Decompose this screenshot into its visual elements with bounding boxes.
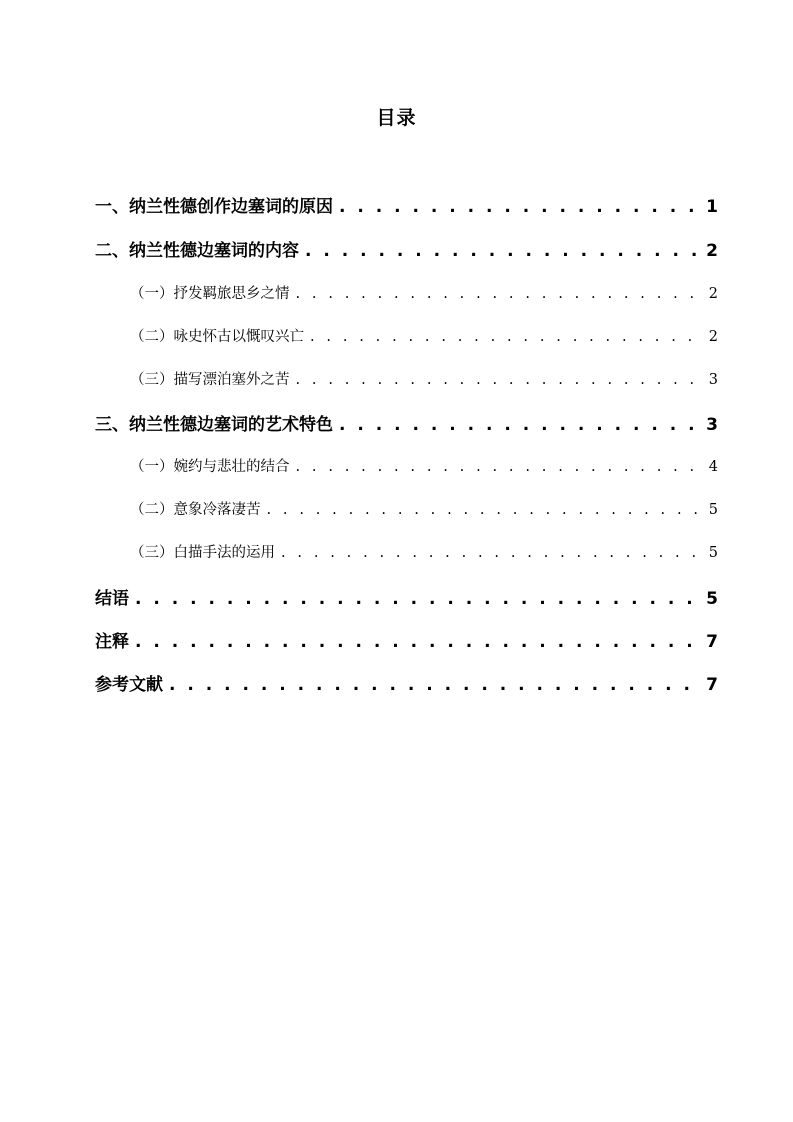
dot-leader (135, 632, 700, 652)
toc-entry-label: 一、纳兰性德创作边塞词的原因 (95, 197, 333, 217)
toc-entry-references[interactable] (95, 670, 718, 695)
toc-entry-chapter-2[interactable] (95, 236, 718, 261)
dot-leader (169, 675, 700, 695)
toc-entry-label: （二）咏史怀古以慨叹兴亡 (130, 329, 304, 345)
toc-entry-label: （一）抒发羁旅思乡之情 (130, 286, 290, 302)
toc-entry-page-number: 1 (706, 197, 718, 217)
toc-entry-page-number: 7 (706, 675, 718, 695)
toc-entry-page-number: 7 (706, 632, 718, 652)
toc-entry-section-3-2[interactable] (130, 498, 718, 519)
toc-entry-page-number: 2 (708, 329, 718, 345)
toc-entry-label: 参考文献 (95, 675, 163, 695)
toc-entry-label: 三、纳兰性德边塞词的艺术特色 (95, 415, 333, 435)
dot-leader (296, 459, 703, 475)
toc-entry-page-number: 5 (708, 545, 718, 561)
dot-leader (339, 197, 700, 217)
toc-title: 目录 (376, 107, 417, 129)
toc-entry-label: 结语 (95, 589, 129, 609)
dot-leader (296, 372, 703, 388)
toc-entry-label: （二）意象冷落凄苦 (130, 502, 261, 518)
toc-entry-label: 注释 (95, 632, 129, 652)
dot-leader (310, 329, 703, 345)
toc-entry-label: （三）描写漂泊塞外之苦 (130, 372, 290, 388)
toc-entry-page-number: 3 (706, 415, 718, 435)
dot-leader (339, 415, 700, 435)
dot-leader (296, 286, 703, 302)
toc-entry-page-number: 2 (706, 241, 718, 261)
toc-entry-label: （三）白描手法的运用 (130, 545, 275, 561)
toc-entry-section-3-3[interactable] (130, 541, 718, 562)
toc-entry-page-number: 3 (708, 372, 718, 388)
toc-entry-label: （一）婉约与悲壮的结合 (130, 459, 290, 475)
dot-leader (135, 589, 700, 609)
dot-leader (281, 545, 703, 561)
toc-entry-section-2-3[interactable] (130, 368, 718, 389)
toc-entry-page-number: 4 (708, 459, 718, 475)
toc-entry-page-number: 5 (706, 589, 718, 609)
dot-leader (267, 502, 703, 518)
toc-entry-chapter-1[interactable] (95, 192, 718, 217)
toc-entry-section-2-2[interactable] (130, 325, 718, 346)
toc-entry-label: 二、纳兰性德边塞词的内容 (95, 241, 299, 261)
toc-entry-page-number: 2 (708, 286, 718, 302)
dot-leader (305, 241, 700, 261)
toc-entry-notes[interactable] (95, 627, 718, 652)
toc-entry-conclusion[interactable] (95, 584, 718, 609)
toc-entry-section-2-1[interactable] (130, 282, 718, 303)
toc-entry-page-number: 5 (708, 502, 718, 518)
toc-entry-chapter-3[interactable] (95, 410, 718, 435)
toc-entry-section-3-1[interactable] (130, 455, 718, 476)
